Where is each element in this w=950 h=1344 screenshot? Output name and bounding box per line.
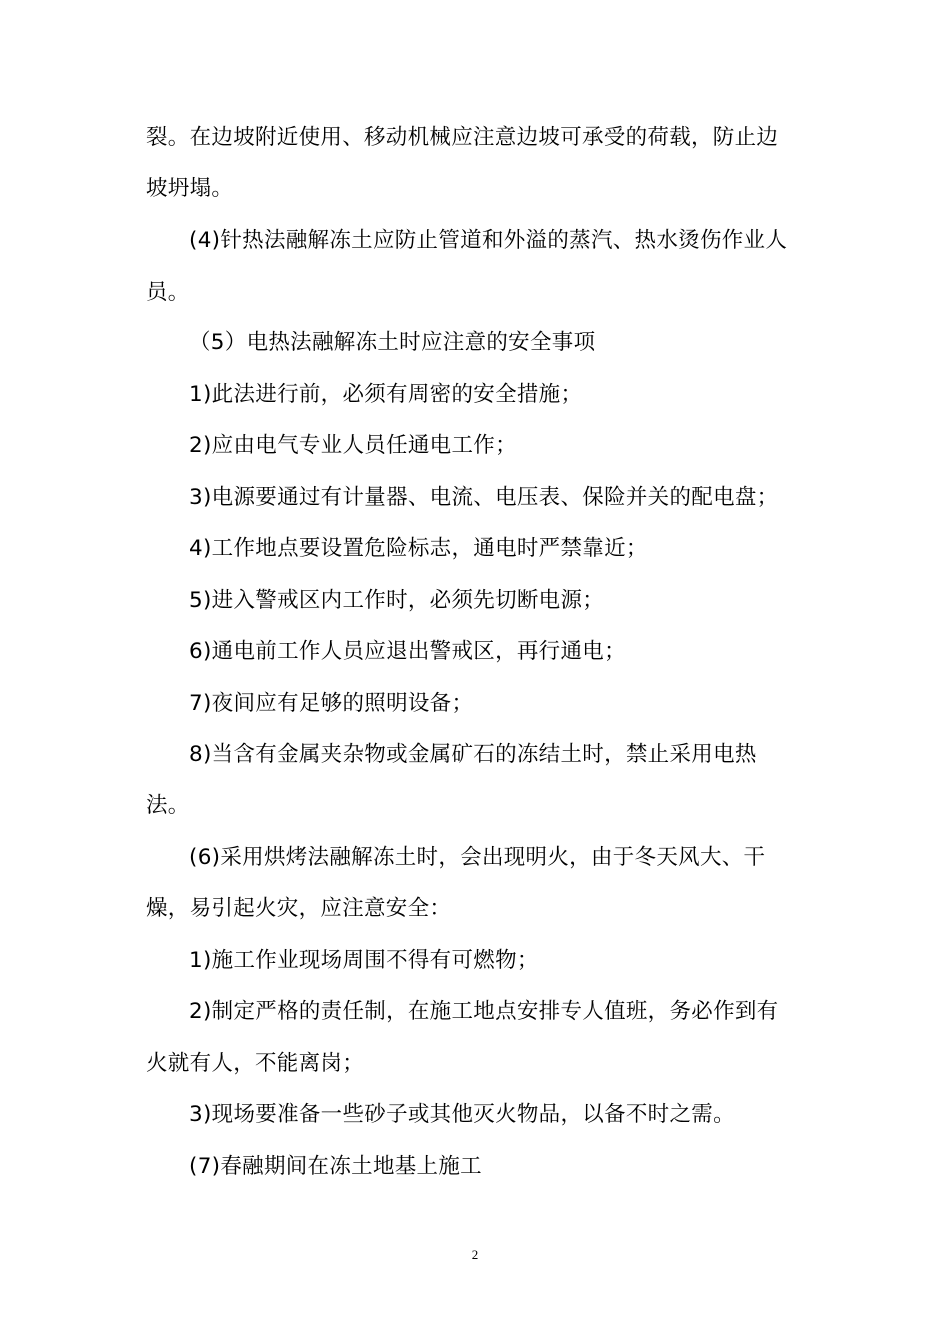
text-line: 8)当含有金属夹杂物或金属矿石的冻结土时，禁止采用电热 <box>189 742 757 767</box>
text-line: 燥，易引起火灾，应注意安全： <box>146 896 452 921</box>
text-line: 员。 <box>146 280 190 305</box>
text-line: (7)春融期间在冻土地基上施工 <box>189 1154 482 1179</box>
text-line: 6)通电前工作人员应退出警戒区，再行通电； <box>189 639 626 664</box>
text-line: 裂。在边坡附近使用、移动机械应注意边坡可承受的荷载，防止边 <box>146 125 779 150</box>
text-line: 7)夜间应有足够的照明设备； <box>189 691 474 716</box>
text-line: 4)工作地点要设置危险标志，通电时严禁靠近； <box>189 536 648 561</box>
text-line: 2)应由电气专业人员任通电工作； <box>189 433 517 458</box>
text-line: 法。 <box>146 793 190 818</box>
text-line: 坡坍塌。 <box>146 176 234 201</box>
text-line: 3)电源要通过有计量器、电流、电压表、保险并关的配电盘； <box>189 485 779 510</box>
text-line: 1)此法进行前，必须有周密的安全措施； <box>189 382 583 407</box>
text-line: (4)针热法融解冻土应防止管道和外溢的蒸汽、热水烫伤作业人 <box>189 228 788 253</box>
text-line: (6)采用烘烤法融解冻土时，会出现明火，由于冬天风大、干 <box>189 845 766 870</box>
text-line: 3)现场要准备一些砂子或其他灭火物品，以备不时之需。 <box>189 1102 735 1127</box>
page-number: 2 <box>471 1247 479 1262</box>
text-line: 2)制定严格的责任制，在施工地点安排专人值班，务必作到有 <box>189 999 779 1024</box>
text-line: 火就有人，不能离岗； <box>146 1051 365 1076</box>
section-heading: （5）电热法融解冻土时应注意的安全事项 <box>189 330 596 355</box>
text-line: 5)进入警戒区内工作时，必须先切断电源； <box>189 588 605 613</box>
text-line: 1)施工作业现场周围不得有可燃物； <box>189 948 539 973</box>
